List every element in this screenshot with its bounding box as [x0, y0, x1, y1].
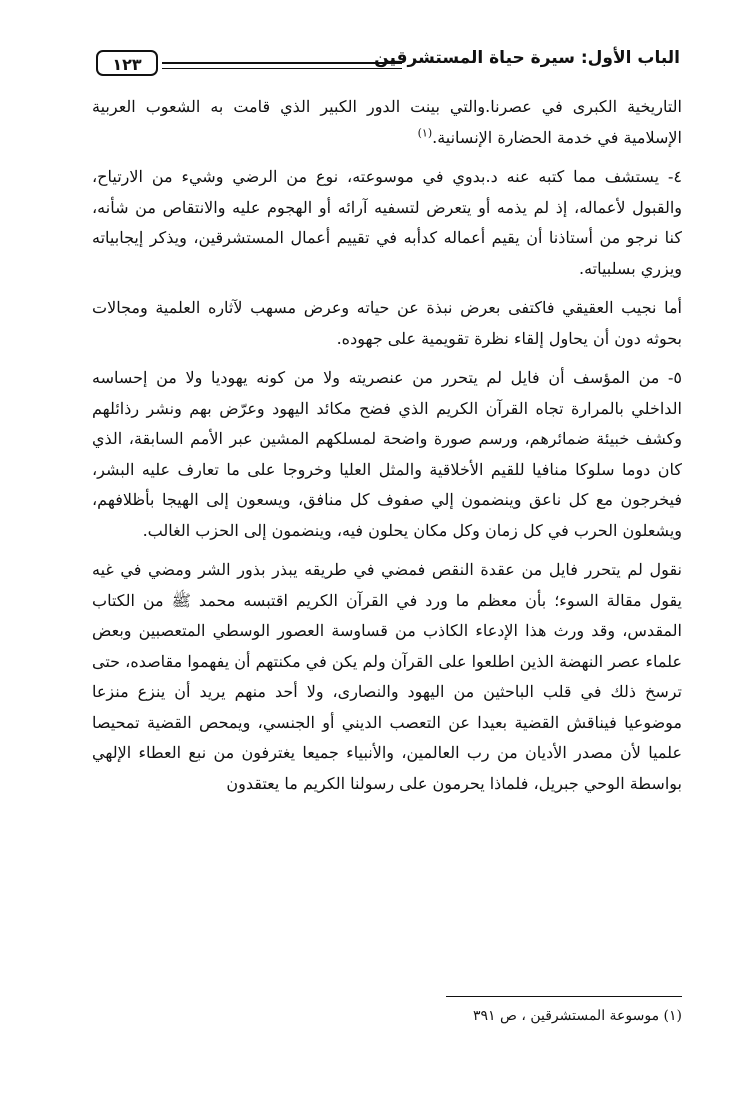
- page-number: ١٢٣: [96, 50, 158, 76]
- header-rule: [162, 62, 402, 64]
- running-title: الباب الأول: سيرة حياة المستشرقين: [374, 48, 680, 68]
- footnote-separator: [446, 996, 682, 997]
- header-rule-thin: [162, 68, 402, 69]
- paragraph-2: ٤- يستشف مما كتبه عنه د.بدوي في موسوعته، نوع من الرضي وشيء من الارتياح، والقبول لأعماله، إذ لم يذمه أو يتعرض لتسفيه آرائه أو الهجوم عليه والانتقاص من شأنه، كنا نرجو من أستاذنا أن يقيم أعماله كدأبه في تقييم أعمال المستشرقين، ويذكر إيجابياته ويزري بسلبياته.: [92, 167, 682, 278]
- running-header: [96, 42, 680, 78]
- footnote: (١) موسوعة المستشرقين ، ص ٣٩١: [472, 1008, 682, 1024]
- footnote-reference: (١): [417, 126, 433, 140]
- paragraph-5: نقول لم يتحرر فايل من عقدة النقص فمضي في طريقه يبذر بذور الشر ومضي في غيه يقول مقالة السوء؛ بأن معظم ما ورد في القرآن الكريم اقتبسه محمد ﷺ من الكتاب المقدس، وقد ورث هذا الإدعاء الكاذب من قساوسة العصور الوسطي المتعصبين وبعض علماء عصر النهضة الذين اطلعوا على القرآن ولم يكن في مكنتهم أن يفهموا مقاصده، حتى ترسخ ذلك في قلب الباحثين من اليهود والنصارى، ولا أحد منهم يريد أن ينزع منزعا موضوعيا فيناقش القضية بعيدا عن التعصب الديني أو الجنسي، ويمحص القضية تمحيصا علميا لأن مصدر الأديان من رب العالمين، والأنبياء جميعا يغترفون من نبع العطاء الإلهي بواسطة الوحي جبريل، فلماذا يحرمون على رسولنا الكريم ما يعتقدون: [92, 560, 683, 793]
- body-text: [92, 92, 682, 808]
- paragraph-1-text: التاريخية الكبرى في عصرنا.والتي بينت الدور الكبير الذي قامت به الشعوب العربية الإسلامية في خدمة الحضارة الإنسانية.: [92, 97, 683, 147]
- paragraph-3: أما نجيب العقيقي فاكتفى بعرض نبذة عن حياته وعرض مسهب لآثاره العلمية ومجالات بحوثه دون أن يحاول إلقاء نظرة تقويمية على جهوده.: [92, 298, 682, 348]
- paragraph-4: ٥- من المؤسف أن فايل لم يتحرر من عنصريته ولا من كونه يهوديا ولا من إحساسه الداخلي بالمرارة تجاه القرآن الكريم الذي فضح مكائد اليهود وعرّض بهم ونشر رذائلهم وكشف خبيئة ضمائرهم، ورسم صورة واضحة لمسلكهم المشين عبر الأمم السابقة، الذي كان دوما سلوكا منافيا للقيم الأخلاقية والمثل العليا وخروجا على ما تعارف عليه البشر، فيخرجون مع كل ناعق وينضمون إلي صفوف كل منافق، ويسعون إلى الهيجا بأظلافهم، ويشعلون الحرب في كل زمان وكل مكان يحلون فيه، وينضمون إلى الحزب الغالب.: [92, 368, 682, 540]
- paragraph-1: [92, 92, 682, 153]
